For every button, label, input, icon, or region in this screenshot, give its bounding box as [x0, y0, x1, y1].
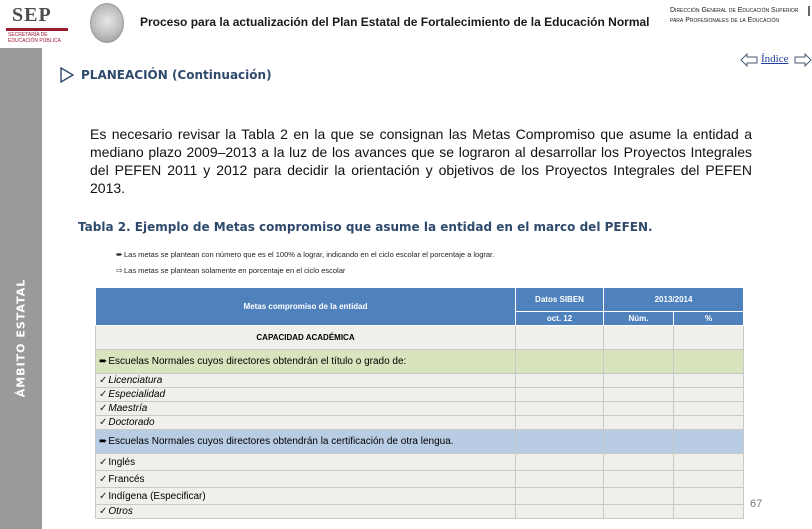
table-row-group — [96, 430, 744, 454]
section-arrow-icon — [60, 67, 74, 83]
department-name: Dirección General de Educación Superior para Profesionales de la Educación — [670, 7, 799, 24]
table-row: ✓Indígena (Especificar) — [96, 488, 744, 505]
header-metas: Metas compromiso de la entidad — [96, 288, 516, 326]
checkmark-icon: ✓ — [99, 417, 108, 428]
arrow-bullet-icon: ⇨ — [116, 266, 123, 275]
intro-paragraph: Es necesario revisar la Tabla 2 en la que se consignan las Metas Compromiso que asume la entidad a mediano plazo 2009–2013 a la luz de los avances que se lograron al desarrollar los Proyectos Integrales del PEFEN 2011 y 2012 para decidir la orientación y objetivos de los Proyectos Integrales del PEFEN 2013. — [90, 126, 752, 196]
header-datos-siben: Datos SIBEN — [516, 288, 604, 312]
arrow-bullet-icon: ➨ — [99, 356, 108, 367]
national-seal-icon — [90, 3, 124, 43]
section-label: CAPACIDAD ACADÉMICA — [96, 326, 516, 350]
arrow-left-icon[interactable] — [740, 53, 758, 67]
note-percentage-goals: ⇨Las metas se plantean solamente en porcentaje en el ciclo escolar — [116, 266, 346, 275]
sep-logo-text: SEP — [12, 4, 52, 26]
header-pct: % — [674, 312, 744, 326]
group-label: Escuelas Normales cuyos directores obtendrán la certificación de otra lengua. — [108, 436, 454, 447]
checkmark-icon: ✓ — [99, 375, 108, 386]
table-row: ✓Licenciatura — [96, 374, 744, 388]
table-caption: Tabla 2. Ejemplo de Metas compromiso que asume la entidad en el marco del PEFEN. — [78, 220, 653, 234]
arrow-bullet-icon: ➨ — [99, 436, 108, 447]
checkmark-icon: ✓ — [99, 456, 108, 468]
table-row: ✓Francés — [96, 471, 744, 488]
page-header — [0, 0, 812, 48]
table-row-section — [96, 326, 744, 350]
sep-logo-subtext: SECRETARÍA DE EDUCACIÓN PÚBLICA — [8, 32, 61, 44]
group-label: Escuelas Normales cuyos directores obtendrán el título o grado de: — [108, 356, 407, 367]
checkmark-icon: ✓ — [99, 506, 108, 517]
table-row: ✓Maestría — [96, 402, 744, 416]
sidebar — [0, 48, 42, 529]
table-row: ✓Otros — [96, 505, 744, 519]
checkmark-icon: ✓ — [99, 473, 108, 485]
header-num: Núm. — [604, 312, 674, 326]
index-link[interactable]: Índice — [761, 53, 789, 65]
checkmark-icon: ✓ — [99, 389, 108, 400]
table-row: ✓Inglés — [96, 454, 744, 471]
metas-compromiso-table — [95, 287, 744, 519]
note-number-goals: ➨Las metas se plantean con número que es el 100% a lograr, indicando en el ciclo escolar el porcentaje a lograr. — [116, 250, 495, 259]
checkmark-icon: ✓ — [99, 490, 108, 502]
header-period: 2013/2014 — [604, 288, 744, 312]
sep-logo — [6, 4, 72, 44]
section-title: PLANEACIÓN (Continuación) — [81, 68, 272, 82]
document-title: Proceso para la actualización del Plan Estatal de Fortalecimiento de la Educación Normal — [140, 15, 650, 29]
checkmark-icon: ✓ — [99, 403, 108, 414]
arrow-right-icon[interactable] — [794, 53, 812, 67]
arrow-bullet-icon: ➨ — [116, 250, 123, 259]
table-row-group — [96, 350, 744, 374]
header-datos-date: oct. 12 — [516, 312, 604, 326]
sidebar-label: ÁMBITO ESTATAL — [14, 278, 28, 398]
table-row: ✓Doctorado — [96, 416, 744, 430]
table-row: ✓Especialidad — [96, 388, 744, 402]
page-number: 67 — [750, 498, 763, 510]
